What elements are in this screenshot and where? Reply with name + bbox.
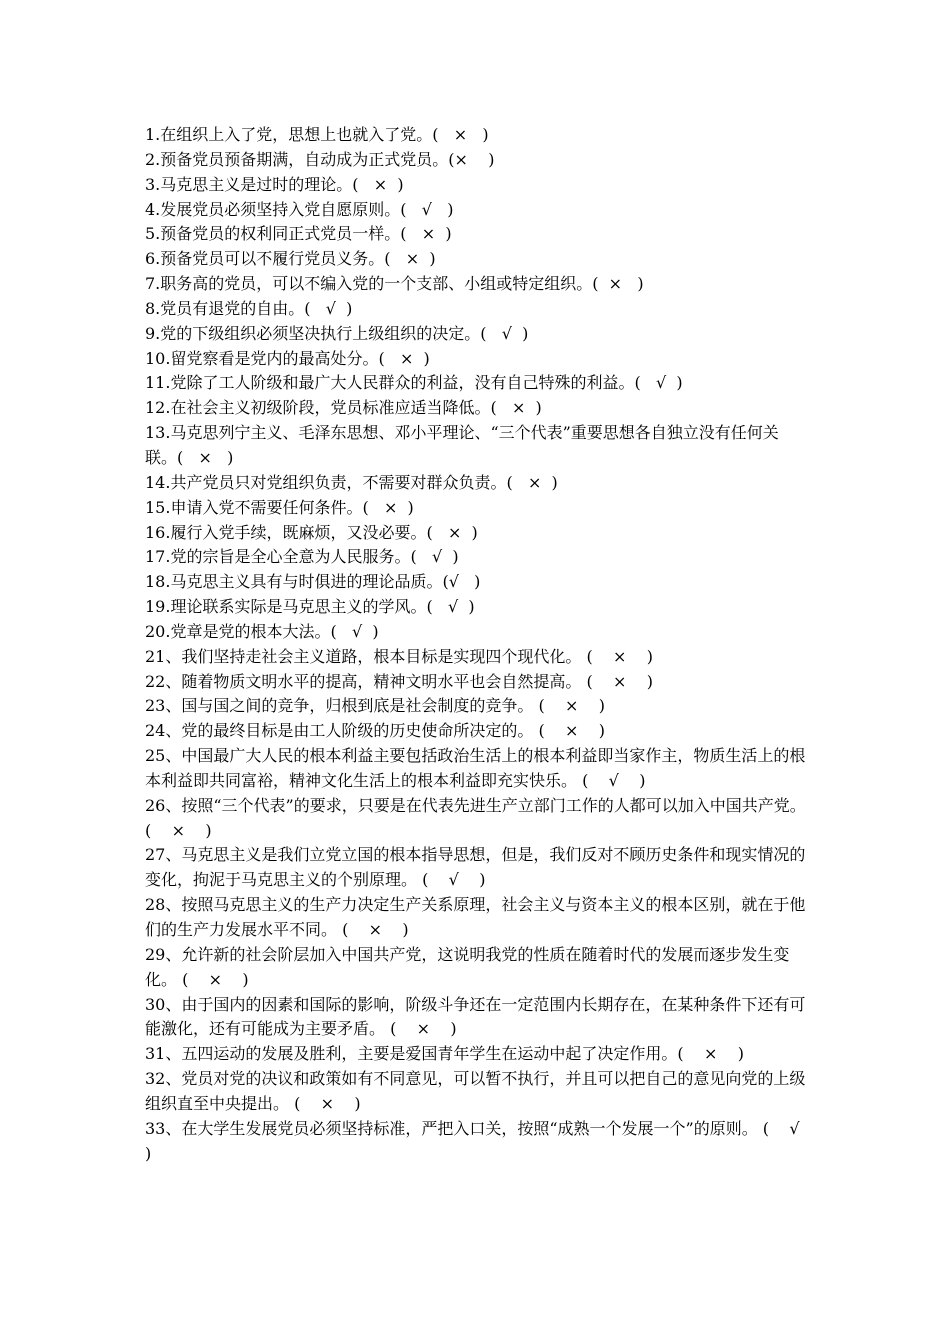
- question-item: 24、党的最终目标是由工人阶级的历史使命所决定的。 ( × ): [145, 721, 606, 741]
- question-item: 15.申请入党不需要任何条件。( × ): [145, 497, 414, 517]
- question-item: 33、在大学生发展党员必须坚持标准，严把入口关，按照“成熟一个发展一个”的原则。 ( √ ): [145, 1118, 820, 1163]
- question-item: 5.预备党员的权利同正式党员一样。( × ): [145, 224, 452, 244]
- question-item: 13.马克思列宁主义、毛泽东思想、邓小平理论、“三个代表”重要思想各自独立没有任何关联。( × ): [145, 423, 779, 467]
- question-item: 25、中国最广大人民的根本利益主要包括政治生活上的根本利益即当家作主，物质生活上的根本利益即共同富裕，精神文化生活上的根本利益即充实快乐。 ( √ ): [145, 746, 806, 790]
- question-item: 12.在社会主义初级阶段，党员标准应适当降低。( × ): [145, 398, 542, 418]
- question-item: 16.履行入党手续，既麻烦，又没必要。( × ): [145, 522, 478, 542]
- question-item: 30、由于国内的因素和国际的影响，阶级斗争还在一定范围内长期存在，在某种条件下还有可能激化，还有可能成为主要矛盾。 ( × ): [145, 994, 806, 1039]
- question-item: 26、按照“三个代表”的要求，只要是在代表先进生产立部门工作的人都可以加入中国共产党。 ( × ): [145, 795, 811, 840]
- question-item: 9.党的下级组织必须坚决执行上级组织的决定。( √ ): [145, 323, 529, 343]
- question-item: 17.党的宗旨是全心全意为人民服务。( √ ): [145, 547, 459, 567]
- question-item: 4.发展党员必须坚持入党自愿原则。( √ ): [145, 199, 454, 219]
- question-item: 18.马克思主义具有与时俱进的理论品质。(√ ): [145, 572, 481, 592]
- question-item: 19.理论联系实际是马克思主义的学风。( √ ): [145, 597, 475, 617]
- question-item: 2.预备党员预备期满，自动成为正式党员。(× ): [145, 149, 495, 169]
- question-item: 6.预备党员可以不履行党员义务。( × ): [145, 249, 436, 269]
- true-false-question-list: [145, 123, 820, 1166]
- question-item: 8.党员有退党的自由。( √ ): [145, 298, 353, 318]
- question-item: 23、国与国之间的竞争，归根到底是社会制度的竞争。 ( × ): [145, 696, 606, 716]
- question-item: 22、随着物质文明水平的提高，精神文明水平也会自然提高。 ( × ): [145, 671, 654, 691]
- question-item: 10.留党察看是党内的最高处分。( × ): [145, 348, 430, 368]
- question-item: 29、允许新的社会阶层加入中国共产党，这说明我党的性质在随着时代的发展而逐步发生变化。 ( × ): [145, 944, 790, 989]
- question-item: 7.职务高的党员，可以不编入党的一个支部、小组或特定组织。( × ): [145, 274, 644, 294]
- question-item: 28、按照马克思主义的生产力决定生产关系原理，社会主义与资本主义的根本区别，就在于他们的生产力发展水平不同。 ( × ): [145, 895, 806, 939]
- question-item: 27、马克思主义是我们立党立国的根本指导思想，但是，我们反对不顾历史条件和现实情况的变化，拘泥于马克思主义的个别原理。 ( √ ): [145, 845, 806, 890]
- question-item: 3.马克思主义是过时的理论。( × ): [145, 174, 404, 194]
- question-item: 20.党章是党的根本大法。( √ ): [145, 621, 379, 641]
- question-item: 11.党除了工人阶级和最广大人民群众的利益，没有自己特殊的利益。( √ ): [145, 373, 683, 393]
- question-item: 1.在组织上入了党，思想上也就入了党。( × ): [145, 125, 489, 144]
- question-item: 31、五四运动的发展及胜利，主要是爱国青年学生在运动中起了决定作用。( × ): [145, 1044, 744, 1064]
- question-item: 21、我们坚持走社会主义道路，根本目标是实现四个现代化。 ( × ): [145, 646, 654, 666]
- question-item: 32、党员对党的决议和政策如有不同意见，可以暂不执行，并且可以把自己的意见向党的上级组织直至中央提出。 ( × ): [145, 1069, 806, 1113]
- question-item: 14.共产党员只对党组织负责，不需要对群众负责。( × ): [145, 472, 558, 492]
